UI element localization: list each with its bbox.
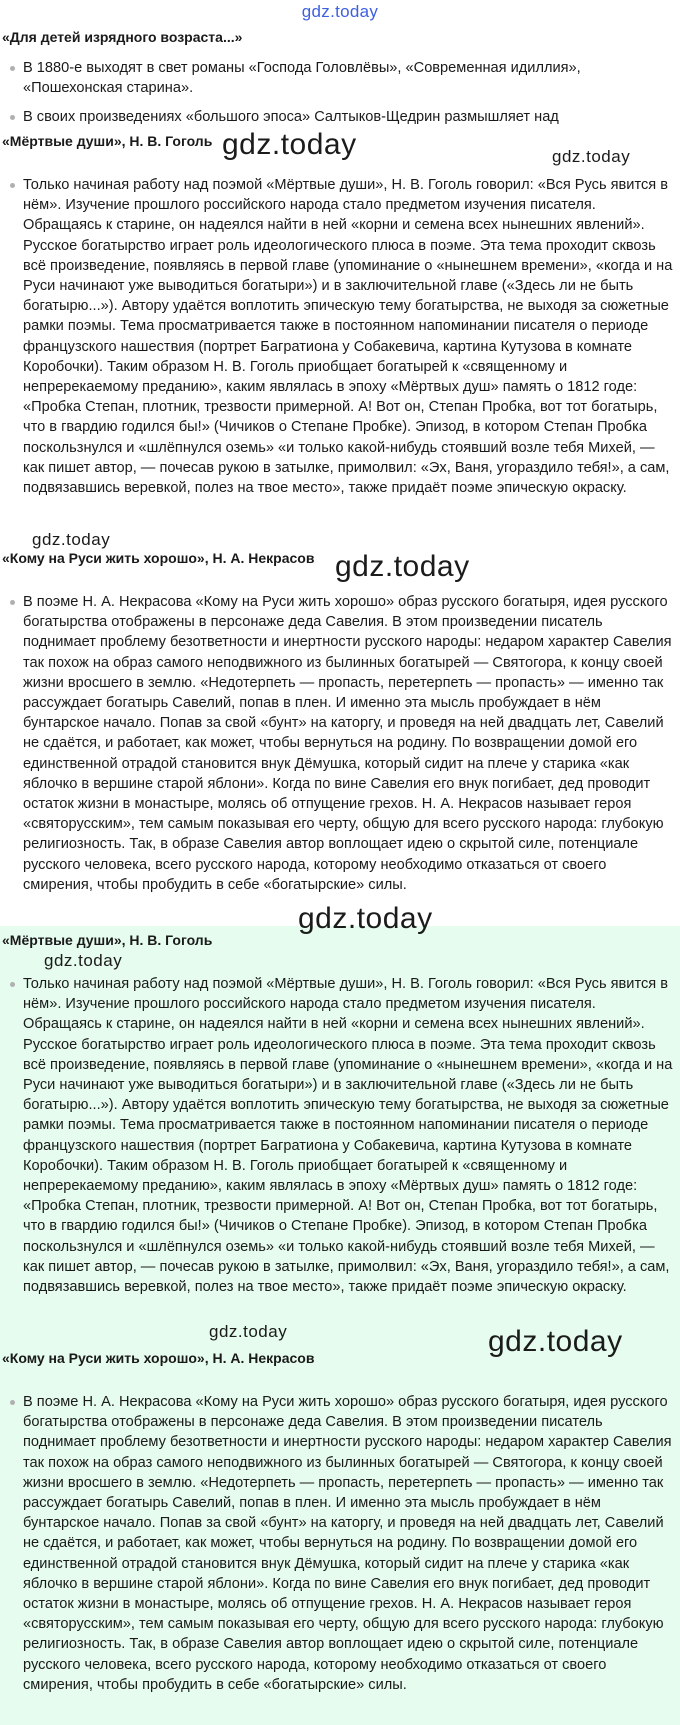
- bullet-list: [0, 974, 680, 1297]
- section-nekrasov-repeat: [0, 1349, 680, 1695]
- watermark: gdz.today: [298, 902, 433, 935]
- section-title: «Мёртвые души», Н. В. Гоголь: [2, 133, 213, 149]
- watermark: gdz.today: [552, 147, 631, 166]
- list-item: В 1880-е выходят в свет романы «Господа Головлёвы», «Современная идиллия», «Пошехонская старина».: [0, 58, 680, 98]
- watermark: gdz.today: [488, 1325, 623, 1358]
- site-header[interactable]: gdz.today: [301, 2, 379, 21]
- bullet-list: [0, 592, 680, 895]
- list-item: В поэме Н. А. Некрасова «Кому на Руси жить хорошо» образ русского богатыря, идея русского богатырства отображены в персонаже деда Савелия. В этом произведении писатель поднимает проблему безответности и инертности русского народы: недаром характер Савелия так похож на образ самого неподвижного из былинных богатырей — Святогора, к концу своей жизни вросшего в землю. «Недотерпеть — пропасть, перетерпеть — пропасть» — именно так рассуждает богатырь Савелий, попав в плен. И именно эта мысль пробуждает в нём бунтарское начало. Попав за свой «бунт» на каторгу, и проведя на ней двадцать лет, Савелий не сдаётся, и работает, как может, чтобы вернуться на родину. По возвращении домой его единственной отрадой становится внук Дёмушка, который сидит на плече у старика «как яблочко в вершине старой яблони». Когда по вине Савелия его внук погибает, дед проводит остаток жизни в монастыре, молясь об отпущение грехов. Н. А. Некрасов называет героя «святорусским», тем самым показывая его черту, общую для всего русского народа: глубокую религиозность. Так, в образе Савелия автор воплощает идею о скрытой силе, потенциале русского человека, всего русского народа, которому необходимо отказаться от своего смирения, чтобы пробудить в себе «богатырские» силы.: [0, 1392, 680, 1695]
- list-item: Только начиная работу над поэмой «Мёртвые души», Н. В. Гоголь говорил: «Вся Русь явится в нём». Изучение прошлого российского народа стало предметом изучения писателя. Обращаясь к старине, он надеялся найти в ней «корни и семена всех нынешних явлений». Русское богатырство играет роль идеологического плюса в поэме. Эта тема проходит сквозь всё произведение, появляясь в первой главе (упоминание о «нынешнем времени», «когда и на Руси начинают уже выводиться богатыри») и в заключительной главе («Здесь ли не быть богатырю...»). Автору удаётся воплотить эпическую тему богатырства, не выходя за сюжетные рамки поэмы. Тема просматривается также в постоянном напоминании писателя о периоде французского нашествия (портрет Багратиона у Собакевича, картина Кутузова в комнате Коробочки). Таким образом Н. В. Гоголь приобщает богатырей к «священному и непререкаемому преданию», каким являлась в эпоху «Мёртвых душ» память о 1812 годе: «Пробка Степан, плотник, трезвости примерной. А! Вот он, Степан Пробка, вот тот богатырь, что в гвардию годился бы!» (Чичиков о Степане Пробке). Эпизод, в котором Степан Пробка поскользнулся и «шлёпнулся оземь» «и только какой-нибудь стоявший возле тебя Михей, — как пишет автор, — почесав рукою в затылке, примолвил: «Эх, Ваня, угораздило тебя!», а сам, подвязавшись веревкой, полез на твое место», также придаёт поэме эпическую окраску.: [0, 175, 680, 498]
- watermark: gdz.today: [222, 128, 357, 161]
- watermark: gdz.today: [335, 550, 470, 583]
- section-dead-souls-repeat: [0, 931, 680, 1297]
- bullet-list: [0, 1392, 680, 1695]
- section-title: «Для детей изрядного возраста...»: [2, 29, 243, 45]
- section-title: «Кому на Руси жить хорошо», Н. А. Некрасов: [2, 1350, 315, 1366]
- section-nekrasov: [0, 549, 680, 895]
- bullet-list: [0, 58, 680, 128]
- section-title: «Кому на Руси жить хорошо», Н. А. Некрасов: [2, 550, 315, 566]
- list-item: Только начиная работу над поэмой «Мёртвые души», Н. В. Гоголь говорил: «Вся Русь явится в нём». Изучение прошлого российского народа стало предметом изучения писателя. Обращаясь к старине, он надеялся найти в ней «корни и семена всех нынешних явлений». Русское богатырство играет роль идеологического плюса в поэме. Эта тема проходит сквозь всё произведение, появляясь в первой главе (упоминание о «нынешнем времени», «когда и на Руси начинают уже выводиться богатыри») и в заключительной главе («Здесь ли не быть богатырю...»). Автору удаётся воплотить эпическую тему богатырства, не выходя за сюжетные рамки поэмы. Тема просматривается также в постоянном напоминании писателя о периоде французского нашествия (портрет Багратиона у Собакевича, картина Кутузова в комнате Коробочки). Таким образом Н. В. Гоголь приобщает богатырей к «священному и непререкаемому преданию», каким являлась в эпоху «Мёртвых душ» память о 1812 годе: «Пробка Степан, плотник, трезвости примерной. А! Вот он, Степан Пробка, вот тот богатырь, что в гвардию годился бы!» (Чичиков о Степане Пробке). Эпизод, в котором Степан Пробка поскользнулся и «шлёпнулся оземь» «и только какой-нибудь стоявший возле тебя Михей, — как пишет автор, — почесав рукою в затылке, примолвил: «Эх, Ваня, угораздило тебя!», а сам, подвязавшись веревкой, полез на твое место», также придаёт поэме эпическую окраску.: [0, 974, 680, 1297]
- section-title: «Мёртвые души», Н. В. Гоголь: [2, 932, 213, 948]
- list-item: В своих произведениях «большого эпоса» Салтыков-Щедрин размышляет над: [0, 107, 680, 127]
- bullet-list: [0, 175, 680, 498]
- watermark: gdz.today: [209, 1322, 288, 1341]
- watermark: gdz.today: [32, 530, 111, 549]
- watermark: gdz.today: [44, 951, 123, 970]
- section-dead-souls: [0, 132, 680, 498]
- list-item: В поэме Н. А. Некрасова «Кому на Руси жить хорошо» образ русского богатыря, идея русского богатырства отображены в персонаже деда Савелия. В этом произведении писатель поднимает проблему безответности и инертности русского народы: недаром характер Савелия так похож на образ самого неподвижного из былинных богатырей — Святогора, к концу своей жизни вросшего в землю. «Недотерпеть — пропасть, перетерпеть — пропасть» — именно так рассуждает богатырь Савелий, попав в плен. И именно эта мысль пробуждает в нём бунтарское начало. Попав за свой «бунт» на каторгу, и проведя на ней двадцать лет, Савелий не сдаётся, и работает, как может, чтобы вернуться на родину. По возвращении домой его единственной отрадой становится внук Дёмушка, который сидит на плече у старика «как яблочко в вершине старой яблони». Когда по вине Савелия его внук погибает, дед проводит остаток жизни в монастыре, молясь об отпущение грехов. Н. А. Некрасов называет героя «святорусским», тем самым показывая его черту, общую для всего русского народа: глубокую религиозность. Так, в образе Савелия автор воплощает идею о скрытой силе, потенциале русского человека, всего русского народа, которому необходимо отказаться от своего смирения, чтобы пробудить в себе «богатырские» силы.: [0, 592, 680, 895]
